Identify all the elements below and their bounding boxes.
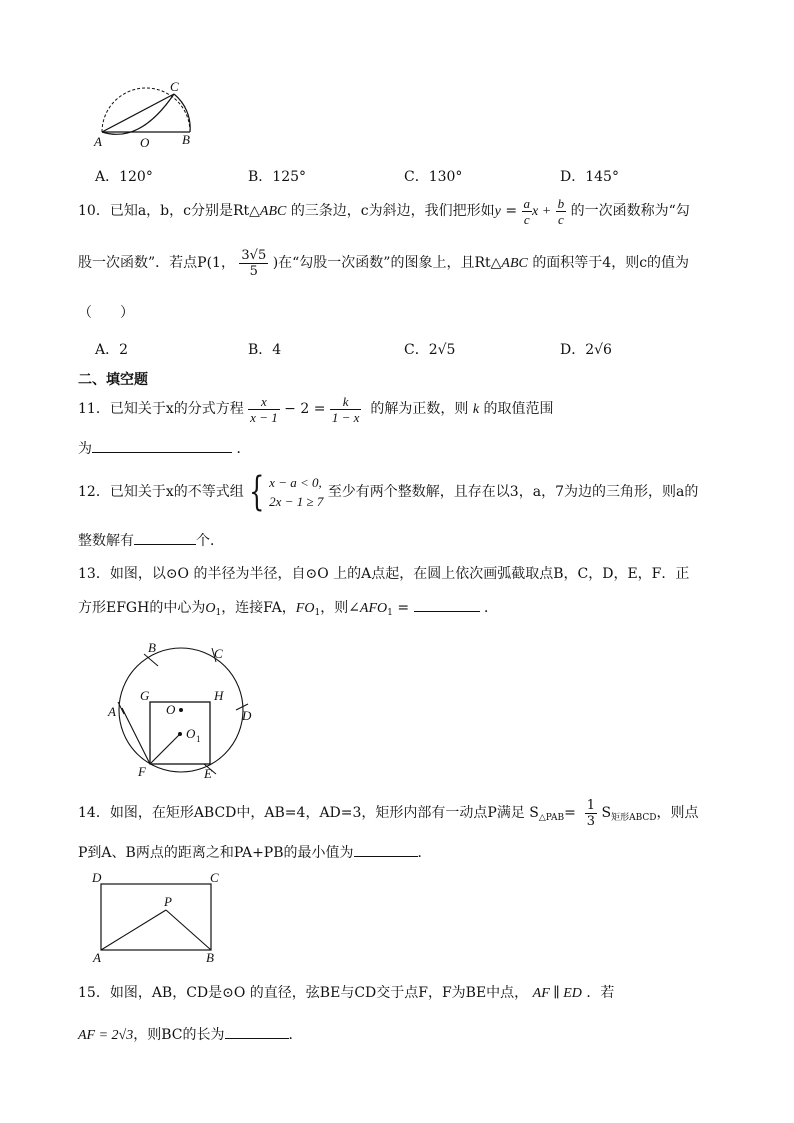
- q11-frac-right: $\frac{k}{1 - x}$: [331, 393, 360, 425]
- q10-text-2c: 的面积等于4，则c的值为: [532, 255, 690, 271]
- q14-end: ．: [417, 845, 432, 861]
- q9-figure: [90, 78, 200, 150]
- fig13-label-e: E: [204, 766, 212, 781]
- q14-text-1a: 14．如图，在矩形ABCD中，AB=4，AD=3，矩形内部有一动点P满足 S: [78, 805, 539, 821]
- q10-text-1b: 的三条边，c为斜边，我们把形如: [290, 203, 495, 219]
- fig13-line-fa: [122, 708, 150, 764]
- q10-option-d[interactable]: D．2√6: [560, 342, 612, 358]
- q11-line2: [78, 438, 250, 458]
- q14-line1: [78, 796, 699, 835]
- q11-line2-text: 为: [78, 441, 92, 457]
- q10-frac-p: $\frac{3√5}{5}$: [241, 247, 267, 279]
- q14-sub-rect: 矩形ABCD: [611, 813, 657, 823]
- q13-answer-blank[interactable]: [414, 597, 480, 612]
- q12-line2: [78, 530, 224, 550]
- fig14-label-a: A: [93, 950, 101, 964]
- q10-text-2b: )在“勾股一次函数”的图象上，且Rt: [272, 255, 491, 271]
- fig13-line-fo1: [150, 734, 180, 764]
- q14-text-1b: ，则点: [656, 805, 699, 821]
- fig14-line-pa: [101, 910, 166, 950]
- q12-line1: [78, 470, 698, 514]
- q10-line1: 10．已知a，b，c分别是Rt△ABC 的三条边，c为斜边，我们把形如y = $\frac{a}{c}$ x + $\frac{b}{c}$ 的一次函数称为“勾: [78, 195, 690, 227]
- q14-frac: $\frac{1}{3}$: [586, 797, 596, 829]
- q11-end: ．: [236, 441, 251, 457]
- q15-af-equation: AF = 2√3: [78, 1028, 134, 1043]
- q15-text-1a: 15．如图，AB，CD是⊙O 的直径，弦BE与CD交于点F，F为BE中点，: [78, 985, 529, 1001]
- q11-k: k: [472, 402, 480, 417]
- q9-option-d[interactable]: D．145°: [560, 169, 619, 185]
- fig13-point-o1: [178, 732, 182, 736]
- q12-brace: {: [248, 469, 265, 515]
- q9-option-a[interactable]: A．120°: [95, 169, 153, 185]
- section-title-fill-blank: 二、填空题: [78, 372, 148, 388]
- q15-af-parallel-ed: AF ∥ ED: [532, 986, 582, 1001]
- q12-prefix: 12．已知关于x的不等式组: [78, 484, 244, 500]
- q10-line2: [78, 246, 689, 281]
- fig9-label-a: A: [94, 134, 102, 149]
- q13-end: ．: [483, 600, 498, 616]
- q10-frac-ac: $\frac{a}{c}$: [523, 195, 531, 227]
- q10-abc-1: △ABC: [249, 204, 287, 219]
- q12-ineq-2: 2x − 1 ≥ 7: [269, 494, 324, 509]
- q10-text-2a: 股一次函数”．若点P(1，: [78, 255, 235, 271]
- q11-mid: − 2 =: [284, 401, 326, 417]
- q13-text-2b: ，连接FA，: [221, 600, 296, 616]
- fig14-label-b: B: [206, 950, 214, 964]
- fig13-label-o1-sub: 1: [196, 734, 201, 744]
- q13-fo1-sub: 1: [314, 608, 321, 618]
- q13-figure: [100, 638, 260, 782]
- q9-option-b[interactable]: B．125°: [248, 169, 307, 185]
- q10-eq-y: y: [494, 204, 501, 219]
- q14-sub-pab: △PAB: [538, 813, 565, 823]
- fig13-label-b: B: [148, 640, 156, 655]
- q10-abc-2: △ABC: [490, 256, 528, 271]
- q10-option-c[interactable]: C．2√5: [404, 342, 456, 358]
- q10-text-1c: 的一次函数称为“勾: [570, 203, 690, 219]
- fig13-label-a: A: [108, 704, 116, 719]
- q13-angle-sub: 1: [387, 608, 393, 618]
- fig13-label-o: O: [166, 702, 176, 717]
- q13-line1: 13．如图，以⊙O 的半径为半径，自⊙O 上的A点起，在圆上依次画弧截取点B，C，D，E，F．正: [78, 566, 690, 582]
- fig14-label-c: C: [210, 870, 219, 885]
- q13-text-2c: ，则: [320, 600, 349, 616]
- q13-line2: [78, 597, 498, 618]
- q10-eq-x: x +: [532, 204, 552, 219]
- q15-line2: [78, 1024, 303, 1044]
- fig9-label-b: B: [182, 132, 190, 147]
- q13-o1-sub: 1: [215, 608, 222, 618]
- q12-answer-blank[interactable]: [134, 530, 196, 545]
- fig13-label-d: D: [242, 708, 252, 723]
- q11-suffix-a: 的解为正数，则: [370, 401, 469, 417]
- q11-prefix: 11．已知关于x的分式方程: [78, 401, 244, 417]
- q15-answer-blank[interactable]: [225, 1024, 289, 1039]
- fig13-label-c: C: [214, 646, 223, 661]
- q11-line1: [78, 392, 553, 427]
- q14-answer-blank[interactable]: [354, 842, 418, 857]
- q10-paren: （ ）: [78, 305, 134, 321]
- q13-eq: =: [392, 600, 410, 616]
- fig9-label-o: O: [140, 135, 150, 150]
- q12-ineq-1: x − a < 0,: [269, 475, 322, 490]
- fig14-label-p: P: [164, 894, 172, 909]
- q12-system: [269, 473, 323, 511]
- q14-line2-text: P到A、B两点的距离之和PA+PB的最小值为: [78, 845, 354, 861]
- q9-option-c[interactable]: C．130°: [404, 169, 463, 185]
- q13-o1: O: [205, 601, 216, 616]
- fig14-label-d: D: [92, 870, 102, 885]
- fig13-label-h: H: [214, 688, 224, 703]
- fig13-label-g: G: [140, 688, 150, 703]
- q10-frac-bc: $\frac{b}{c}$: [557, 195, 565, 227]
- q15-line2-text: ，则BC的长为: [133, 1027, 225, 1043]
- q10-text-1a: 10．已知a，b，c分别是Rt: [78, 203, 250, 219]
- q11-frac-left: $\frac{x}{x - 1}$: [250, 393, 278, 425]
- q14-eq: =: [564, 805, 576, 821]
- q13-fo1: FO: [295, 601, 315, 616]
- q11-suffix-b: 的取值范围: [483, 401, 554, 417]
- q14-s2: S: [601, 805, 612, 821]
- q15-text-1b: ．若: [586, 985, 615, 1001]
- q14-figure: [88, 868, 228, 964]
- fig14-line-pb: [166, 910, 211, 950]
- q12-end: 个．: [196, 533, 224, 549]
- fig9-chord-ac: [102, 94, 174, 132]
- fig13-point-o: [179, 708, 183, 712]
- q10-option-a[interactable]: A．2: [95, 342, 129, 358]
- q12-line2-text: 整数解有: [78, 533, 134, 549]
- fig13-label-o1: O: [186, 726, 196, 741]
- q13-angle: ∠AFO: [348, 601, 388, 616]
- q11-answer-blank[interactable]: [92, 438, 232, 453]
- fig13-label-f: F: [138, 764, 146, 779]
- q13-text-2a: 方形EFGH的中心为: [78, 600, 206, 616]
- fig9-label-c: C: [170, 79, 179, 94]
- q15-end: ．: [288, 1027, 303, 1043]
- q15-line1: [78, 982, 614, 1002]
- q10-option-b[interactable]: B．4: [248, 342, 282, 358]
- q14-line2: [78, 842, 432, 862]
- q12-suffix: 至少有两个整数解，且存在以3，a，7为边的三角形，则a的: [327, 484, 699, 500]
